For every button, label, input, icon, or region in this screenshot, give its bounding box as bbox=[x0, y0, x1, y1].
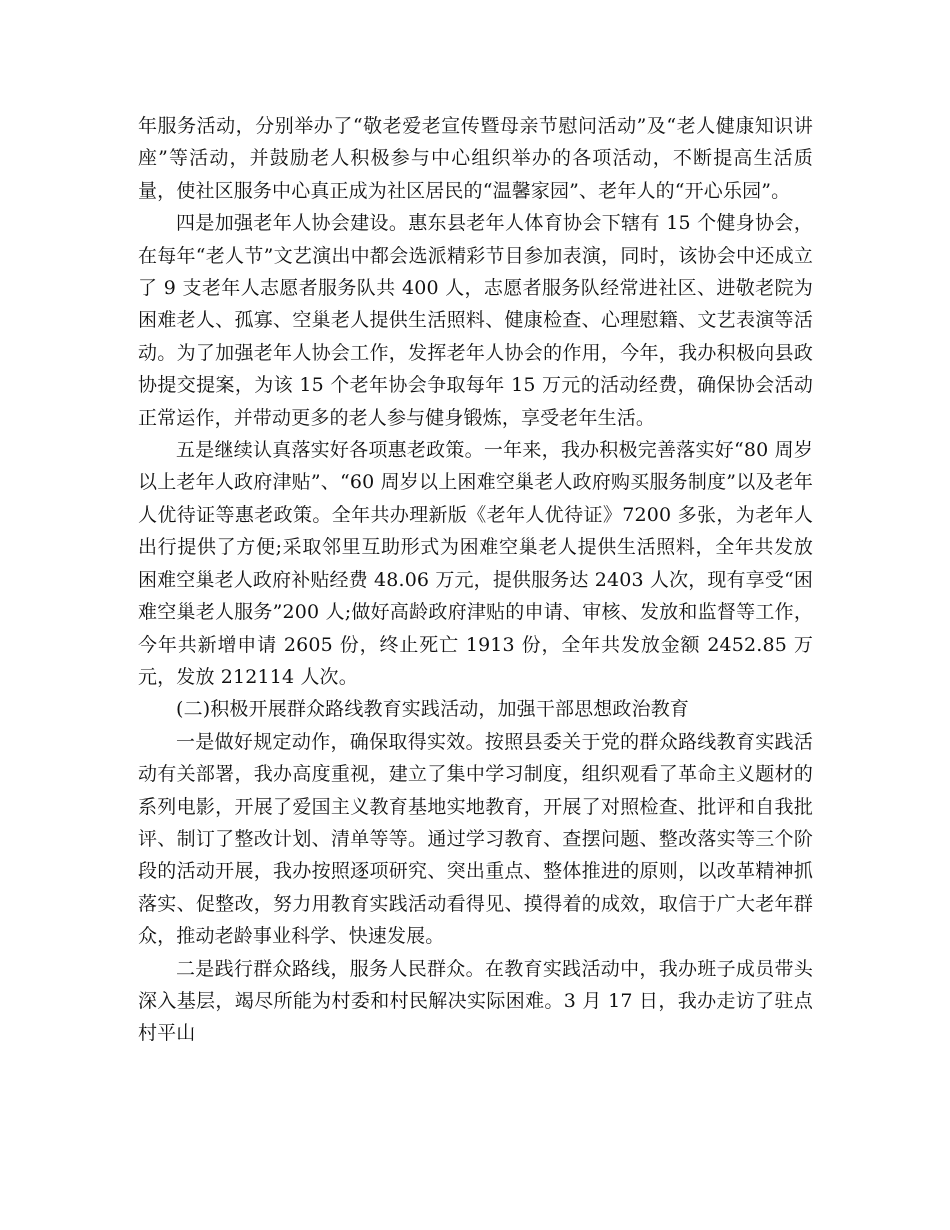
paragraph-preferential-policies: 五是继续认真落实好各项惠老政策。一年来，我办积极完善落实好“80 周岁以上老年人政府津贴”、“60 周岁以上困难空巢老人政府购买服务制度”以及老年人优待证等惠老政策。全年共办理新版《老年人优待证》7200 多张，为老年人出行提供了方便;采取邻里互助形式为困难空巢老人提供生活照料，全年共发放困难空巢老人政府补贴经费 48.06 万元，提供服务达 2403 人次，现有享受“困难空巢老人服务”200 人;做好高龄政府津贴的申请、审核、发放和监督等工作，今年共新增申请 2605 份，终止死亡 1913 份，全年共发放金额 2452.85 万元，发放 212114 人次。 bbox=[138, 439, 813, 688]
paragraph-elderly-association: 四是加强老年人协会建设。惠东县老年人体育协会下辖有 15 个健身协会，在每年“老人节”文艺演出中都会选派精彩节目参加表演，同时，该协会中还成立了 9 支老年人志愿者服务队共 400 人，志愿者服务队经常进社区、进敬老院为困难老人、孤寡、空巢老人提供生活照料、健康检查、心理慰籍、文艺表演等活动。为了加强老年人协会工作，发挥老年人协会的作用，今年，我办积极向县政协提交提案，为该 15 个老年协会争取每年 15 万元的活动经费，确保协会活动正常运作，并带动更多的老人参与健身锻炼，享受老年生活。 bbox=[138, 212, 813, 429]
paragraph-required-actions: 一是做好规定动作，确保取得实效。按照县委关于党的群众路线教育实践活动有关部署，我办高度重视，建立了集中学习制度，组织观看了革命主义题材的系列电影，开展了爱国主义教育基地实地教育，开展了对照检查、批评和自我批评、制订了整改计划、清单等等。通过学习教育、查摆问题、整改落实等三个阶段的活动开展，我办按照逐项研究、突出重点、整体推进的原则，以改革精神抓落实、促整改，努力用教育实践活动看得见、摸得着的成效，取信于广大老年群众，推动老龄事业科学、快速发展。 bbox=[138, 730, 813, 948]
paragraph-mass-line: 二是践行群众路线，服务人民群众。在教育实践活动中，我办班子成员带头深入基层，竭尽所能为村委和村民解决实际困难。3 月 17 日，我办走访了驻点村平山 bbox=[138, 957, 813, 1045]
paragraph-continuation: 年服务活动，分别举办了“敬老爱老宣传暨母亲节慰问活动”及“老人健康知识讲座”等活动，并鼓励老人积极参与中心组织举办的各项活动，不断提高生活质量，使社区服务中心真正成为社区居民的“温馨家园”、老年人的“开心乐园”。 bbox=[138, 115, 813, 202]
section-heading: (二)积极开展群众路线教育实践活动，加强干部思想政治教育 bbox=[176, 698, 690, 721]
document-body bbox=[138, 110, 813, 1050]
